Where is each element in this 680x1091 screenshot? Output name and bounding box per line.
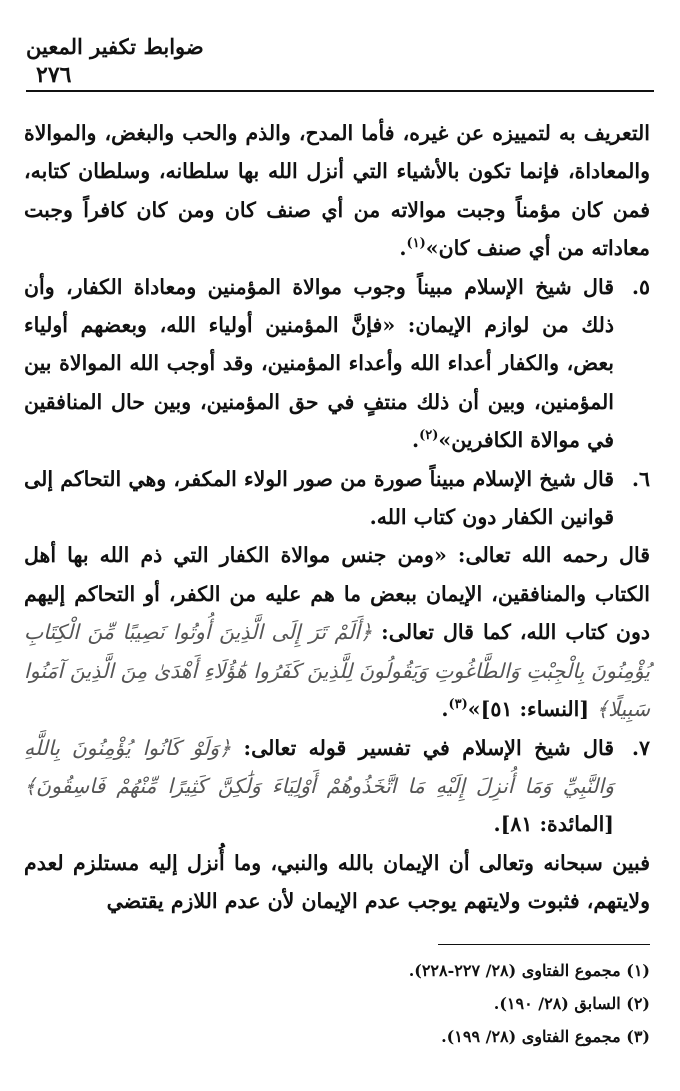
body-text <box>24 114 650 921</box>
verse-citation: [النساء: ٥١]» <box>467 697 590 722</box>
header-divider <box>26 90 654 92</box>
quran-verse: ﴿أَلَمْ تَرَ إِلَى الَّذِينَ أُوتُوا نَصِيبًا مِّنَ الْكِتَابِ يُؤْمِنُونَ بِالْجِبْتِ وَالطَّاغُوتِ وَيَقُولُونَ لِلَّذِينَ كَفَرُوا هَٰؤُلَاءِ أَهْدَىٰ مِنَ الَّذِينَ آمَنُوا سَبِيلًا﴾ <box>24 620 650 722</box>
running-header <box>26 34 654 94</box>
footnote-3: (٣) مجموع الفتاوى (٢٨/ ١٩٩). <box>441 1027 650 1046</box>
footnote-ref-2: (٢) <box>419 428 439 444</box>
footnote-ref-3: (٣) <box>448 697 468 713</box>
footnote-1: (١) مجموع الفتاوى (٢٨/ ٢٢٧-٢٢٨). <box>408 961 650 980</box>
paragraph-text: قال شيخ الإسلام في تفسير قوله تعالى: <box>243 735 614 760</box>
paragraph-text: قال رحمه الله تعالى: «ومن جنس موالاة الكفار التي ذم الله بها أهل الكتاب والمنافقين، الإيمان ببعض ما هم عليه من الكفر، أو التحاكم إليهم دون كتاب الله، كما قال تعالى: <box>24 543 650 645</box>
footnote-ref-1: (١) <box>406 236 426 252</box>
item-number: ٦. <box>631 466 650 491</box>
footnote-2: (٢) السابق (٢٨/ ١٩٠). <box>493 994 650 1013</box>
footnotes <box>24 954 650 1053</box>
verse-citation: [المائدة: ٨١]. <box>493 812 614 837</box>
header-title: ضوابط تكفير المعين <box>26 34 204 59</box>
item-number: ٥. <box>631 274 650 299</box>
page-number: ٢٧٦ <box>36 62 72 88</box>
paragraph-text: قال شيخ الإسلام مبيناً وجوب موالاة المؤمنين ومعاداة الكفار، وأن ذلك من لوازم الإيمان: «فإنَّ المؤمنين أولياء الله، وبعضهم أولياء بعض، والكفار أعداء الله وأعداء المؤمنين، وقد أوجب الله الموالاة بين المؤمنين، وبين أن ذلك منتفٍ في حق المؤمنين، وبين حال المنافقين في موالاة الكافرين» <box>24 274 614 453</box>
footnote-divider <box>438 944 650 945</box>
item-number: ٧. <box>631 735 650 760</box>
list-item-6 <box>24 460 650 537</box>
list-item-7 <box>24 729 650 844</box>
paragraph: فبين سبحانه وتعالى أن الإيمان بالله والنبي، وما أُنزل إليه مستلزم لعدم ولايتهم، فثبوت ولايتهم يوجب عدم الإيمان لأن عدم اللازم يقتضي <box>24 850 650 914</box>
paragraph: قال شيخ الإسلام مبيناً صورة من صور الولاء المكفر، وهي التحاكم إلى قوانين الكفار دون كتاب الله. <box>24 466 614 530</box>
paragraph-continuation: التعريف به لتمييزه عن غيره، فأما المدح، والذم والحب والبغض، والموالاة والمعاداة، فإنما تكون بالأشياء التي أنزل الله بها سلطانه، وسلطان كتابه، فمن كان مؤمناً وجبت موالاته من أي صنف كان ومن كان كافراً وجبت معاداته من أي صنف كان»$^{(١)}$. <box>24 121 650 261</box>
paragraph <box>24 729 614 844</box>
paragraph-text: التعريف به لتمييزه عن غيره، فأما المدح، والذم والحب والبغض، والموالاة والمعاداة، فإنما تكون بالأشياء التي أنزل الله بها سلطانه، وسلطان كتابه، فمن كان مؤمناً وجبت موالاته من أي صنف كان ومن كان كافراً وجبت معاداته من أي صنف كان» <box>24 121 650 261</box>
quran-verse: ﴿وَلَوْ كَانُوا يُؤْمِنُونَ بِاللَّهِ وَالنَّبِيِّ وَمَا أُنزِلَ إِلَيْهِ مَا اتَّخَذُوهُمْ أَوْلِيَاءَ وَلَٰكِنَّ كَثِيرًا مِّنْهُمْ فَاسِقُونَ﴾ <box>24 735 614 798</box>
quote-paragraph: قال رحمه الله تعالى: «ومن جنس موالاة الكفار التي ذم الله بها أهل الكتاب والمنافقين، الإيمان ببعض ما هم عليه من الكفر، أو التحاكم إليهم دون كتاب الله، كما قال تعالى: ﴿أَلَمْ تَرَ إِلَى الَّذِينَ أُوتُوا نَصِيبًا مِّنَ الْكِتَابِ يُؤْمِنُونَ بِالْجِبْتِ وَالطَّاغُوتِ وَيَقُولُونَ لِلَّذِينَ كَفَرُوا هَٰؤُلَاءِ أَهْدَىٰ مِنَ الَّذِينَ آمَنُوا سَبِيلًا﴾ [النساء: ٥١]»$^{(٣)}$. <box>24 543 650 722</box>
paragraph: قال شيخ الإسلام مبيناً وجوب موالاة المؤمنين ومعاداة الكفار، وأن ذلك من لوازم الإيمان: «فإنَّ المؤمنين أولياء الله، وبعضهم أولياء بعض، والكفار أعداء الله وأعداء المؤمنين، وقد أوجب الله الموالاة بين المؤمنين، وبين أن ذلك منتفٍ في حق المؤمنين، وبين حال المنافقين في موالاة الكافرين»$^{(٢)}$. <box>24 274 614 453</box>
list-item-5 <box>24 268 650 460</box>
